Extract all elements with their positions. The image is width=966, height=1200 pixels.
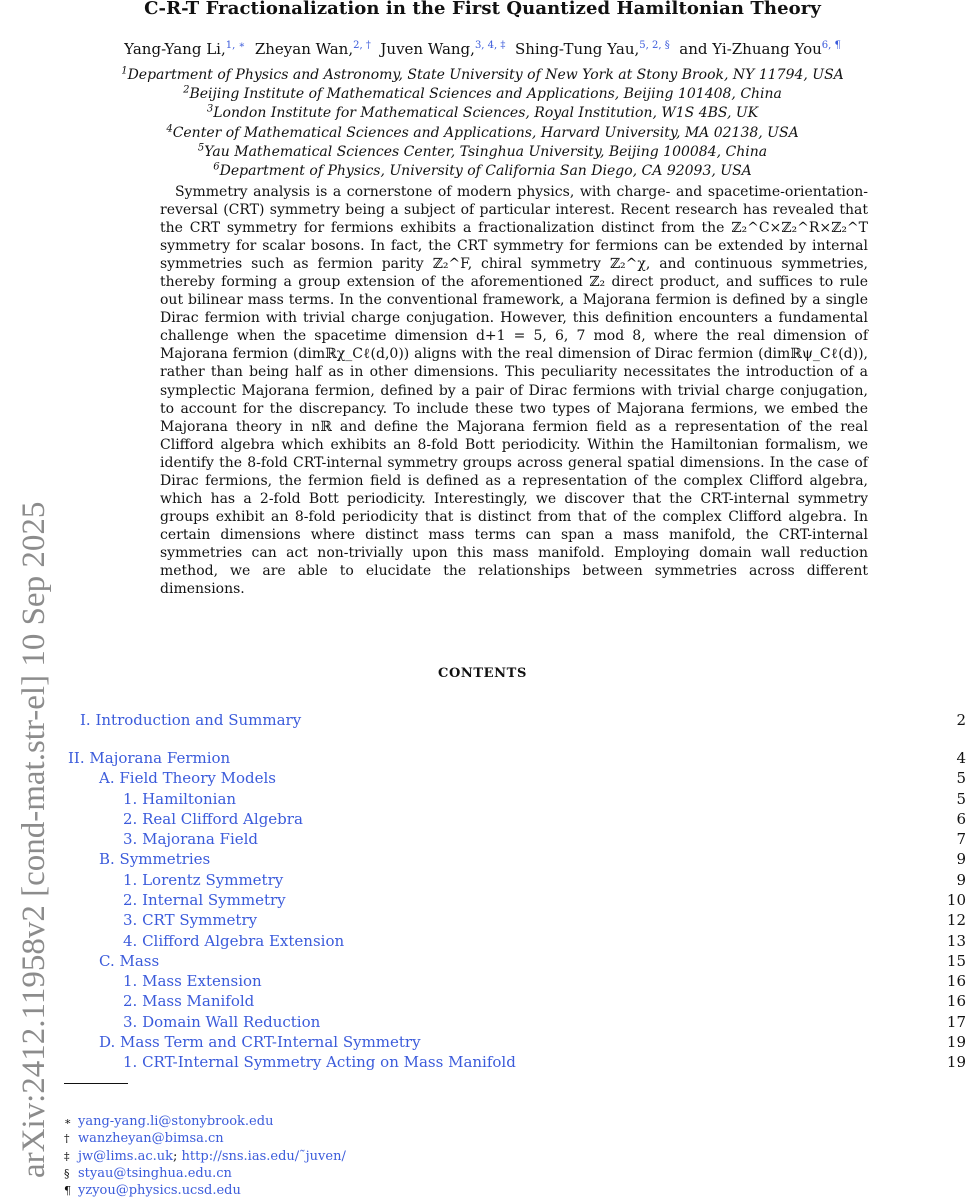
email-link[interactable]: styau@tsinghua.edu.cn <box>78 1166 232 1181</box>
toc-entry-field-theory-models[interactable]: A. Field Theory Models 5 <box>99 769 966 787</box>
toc-entry-crt-internal-mass-manifold[interactable]: 1. CRT-Internal Symmetry Acting on Mass Manifold 19 <box>123 1053 966 1071</box>
paper-title: C-R-T Fractionalization in the First Quantized Hamiltonian Theory <box>144 0 821 19</box>
toc-entry-lorentz-symmetry[interactable]: 1. Lorentz Symmetry 9 <box>123 871 966 889</box>
author-affil-sup[interactable]: 5, 2, § <box>639 40 670 51</box>
toc-entry-majorana-field[interactable]: 3. Majorana Field 7 <box>123 830 966 848</box>
author-list <box>0 40 965 58</box>
footnote: † wanzheyan@bimsa.cn <box>64 1131 224 1146</box>
author-name: Yang-Yang Li, <box>124 40 226 58</box>
affiliation: $^3$London Institute for Mathematical Sciences, Royal Institution, W1S 4BS, UK <box>206 103 759 122</box>
toc-entry-internal-symmetry[interactable]: 2. Internal Symmetry 10 <box>123 891 966 909</box>
affiliation: $^2$Beijing Institute of Mathematical Sciences and Applications, Beijing 101408, China <box>183 84 782 103</box>
affiliation: $^4$Center of Mathematical Sciences and Applications, Harvard University, MA 02138, USA <box>166 122 799 141</box>
footnote: ¶ yzyou@physics.ucsd.edu <box>64 1183 241 1198</box>
author-name: Zheyan Wan, <box>254 40 354 58</box>
affiliation: $^6$Department of Physics, University of California San Diego, CA 92093, USA <box>213 161 752 180</box>
arxiv-identifier-stamp[interactable]: arXiv:2412.11958v2 [cond-mat.str-el] 10 Sep 2025 <box>16 501 52 1178</box>
footnote-divider <box>64 1083 128 1084</box>
toc-entry-clifford-algebra-extension[interactable]: 4. Clifford Algebra Extension 13 <box>123 932 966 950</box>
toc-entry-majorana-fermion[interactable]: II. Majorana Fermion 4 <box>68 749 966 767</box>
affiliation: $^5$Yau Mathematical Sciences Center, Tsinghua University, Beijing 100084, China <box>197 142 768 160</box>
toc-entry-mass-manifold[interactable]: 2. Mass Manifold 16 <box>123 992 966 1010</box>
author-affil-sup[interactable]: 6, ¶ <box>821 40 841 51</box>
toc-entry-mass-extension[interactable]: 1. Mass Extension 16 <box>123 972 966 990</box>
footnote: ∗ yang-yang.li@stonybrook.edu <box>64 1114 274 1129</box>
affiliation-list <box>0 66 965 181</box>
contents-heading: CONTENTS <box>438 666 527 681</box>
toc-entry-mass-term-crt-internal[interactable]: D. Mass Term and CRT-Internal Symmetry 19 <box>99 1033 966 1051</box>
toc-entry-hamiltonian[interactable]: 1. Hamiltonian 5 <box>123 790 966 808</box>
toc-entry-symmetries[interactable]: B. Symmetries 9 <box>99 850 966 868</box>
author-affil-sup[interactable]: 1, ∗ <box>225 40 246 51</box>
author-affil-sup[interactable]: 2, † <box>353 40 371 51</box>
email-link[interactable]: yang-yang.li@stonybrook.edu <box>78 1114 274 1129</box>
author-name: Juven Wang, <box>380 40 475 58</box>
author-affil-sup[interactable]: 3, 4, ‡ <box>474 40 506 51</box>
toc-entry-mass[interactable]: C. Mass 15 <box>99 952 966 970</box>
toc-entry-crt-symmetry[interactable]: 3. CRT Symmetry 12 <box>123 911 966 929</box>
toc-entry-domain-wall-reduction[interactable]: 3. Domain Wall Reduction 17 <box>123 1013 966 1031</box>
homepage-link[interactable]: http://sns.ias.edu/˜juven/ <box>181 1149 346 1164</box>
toc-entry-real-clifford-algebra[interactable]: 2. Real Clifford Algebra 6 <box>123 810 966 828</box>
email-link[interactable]: jw@lims.ac.uk <box>78 1149 174 1164</box>
affiliation: $^1$Department of Physics and Astronomy, State University of New York at Stony Brook, NY 11794, USA <box>121 65 844 83</box>
toc-entry-introduction[interactable]: I. Introduction and Summary 2 <box>80 711 966 729</box>
abstract: Symmetry analysis is a cornerstone of modern physics, with charge- and spacetime-orientation-reversal (CRT) symmetry being a subject of particular interest. Recent research has revealed that the CRT symmetry for fermions exhibits a fractionalization distinct from the ℤ₂^C×ℤ₂^R×ℤ₂^T symmetry for scalar bosons. In fact, the CRT symmetry for fermions can be extended by internal symmetries such as fermion parity ℤ₂^F, chiral symmetry ℤ₂^χ, and continuous symmetries, thereby forming a group extension of the aforementioned ℤ₂ direct product, and suffices to rule out bilinear mass terms. In the conventional framework, a Majorana fermion is defined by a single Dirac fermion with trivial charge conjugation. However, this definition encounters a fundamental challenge when the spacetime dimension d+1 = 5, 6, 7 mod 8, where the real dimension of Majorana fermion (dimℝχ_Cℓ(d,0)) aligns with the real dimension of Dirac fermion (dimℝψ_Cℓ(d)), rather than being half as in other dimensions. This peculiarity necessitates the introduction of a symplectic Majorana fermion, defined by a pair of Dirac fermions with trivial charge conjugation, to account for the discrepancy. To include these two types of Majorana fermions, we embed the Majorana theory in nℝ and define the Majorana fermion field as a representation of the real Clifford algebra which exhibits an 8-fold Bott periodicity. Within the Hamiltonian formalism, we identify the 8-fold CRT-internal symmetry groups across general spatial dimensions. In the case of Dirac fermions, the fermion field is defined as a representation of the complex Clifford algebra, which has a 2-fold Bott periodicity. Interestingly, we discover that the CRT-internal symmetry groups exhibit an 8-fold periodicity that is distinct from that of the complex Clifford algebra. In certain dimensions where distinct mass terms can span a mass manifold, the CRT-internal symmetries can act non-trivially upon this mass manifold. Employing domain wall reduction method, we are able to elucidate the relationships between symmetries across different dimensions. <box>160 184 868 598</box>
email-link[interactable]: wanzheyan@bimsa.cn <box>78 1131 224 1146</box>
footnote: ‡ jw@lims.ac.uk; http://sns.ias.edu/˜juven/ <box>64 1149 346 1164</box>
footnote: § styau@tsinghua.edu.cn <box>64 1166 232 1181</box>
email-link[interactable]: yzyou@physics.ucsd.edu <box>78 1183 241 1198</box>
author-name: and Yi-Zhuang You <box>679 40 822 58</box>
author-name: Shing-Tung Yau, <box>514 40 640 58</box>
